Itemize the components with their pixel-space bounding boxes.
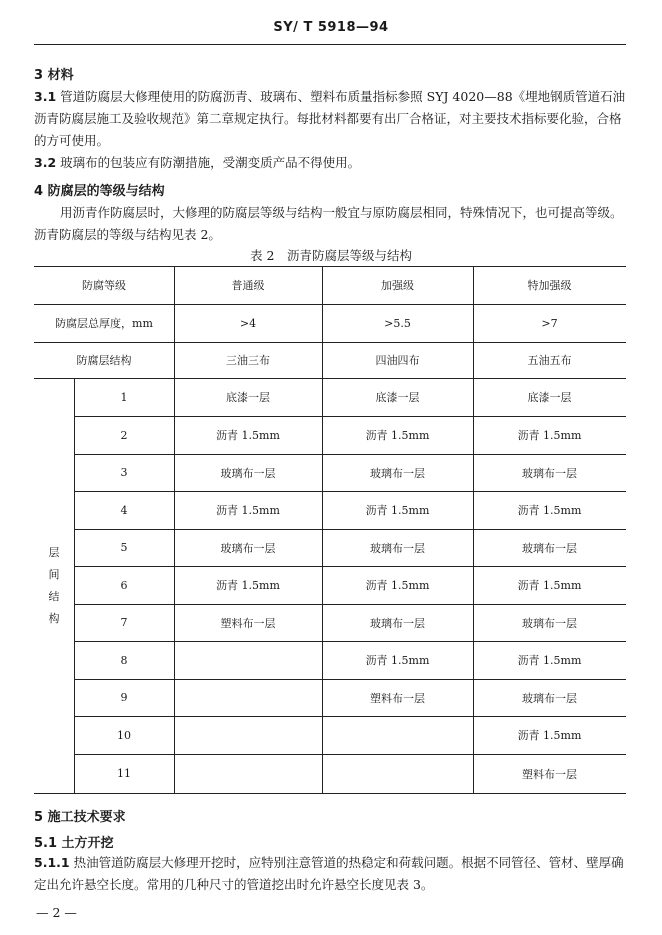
layer-extra-reinforced-cell: 沥青 1.5mm	[517, 579, 582, 592]
paragraph-3-2-number: 3.2	[34, 155, 57, 170]
layer-extra-reinforced-cell: 沥青 1.5mm	[517, 504, 582, 517]
side-label-char: 间	[48, 567, 60, 581]
layer-extra-reinforced-cell: 沥青 1.5mm	[517, 729, 582, 742]
layer-normal-cell	[174, 679, 322, 716]
grade-reinforced-cell: 加强级	[381, 279, 414, 292]
layer-normal-cell: 玻璃布一层	[220, 466, 276, 480]
paragraph-3-1	[34, 86, 626, 152]
layer-reinforced-cell: 玻璃布一层	[370, 541, 425, 555]
layer-reinforced-cell: 沥青 1.5mm	[365, 579, 430, 592]
grade-normal-cell: 普通级	[231, 279, 265, 292]
header-rule	[34, 44, 626, 45]
grade-header-cell: 防腐等级	[82, 279, 126, 292]
layer-number-cell: 2	[120, 428, 128, 442]
table-2-caption: 表 2 沥青防腐层等级与结构	[250, 248, 412, 263]
paragraph-3-1-number: 3.1	[34, 89, 57, 104]
paragraph-3-2-text: 玻璃布的包装应有防潮措施，受潮变质产品不得使用。	[60, 155, 361, 170]
thickness-extra-reinforced-cell: >7	[541, 316, 558, 330]
layer-normal-cell: 底漆一层	[226, 391, 270, 404]
standard-code-header: SY/ T 5918—94	[273, 20, 389, 35]
paragraph-3-1-text: 管道防腐层大修理使用的防腐沥青、玻璃布、塑料布质量指标参照 SYJ 4020—88《埋地钢质管道石油沥青防腐层施工及验收规范》第二章规定执行。每批材料都要有出厂合格证，对主要技术指标要化验，合格的方可使用。	[34, 89, 626, 148]
layer-reinforced-cell: 塑料布一层	[370, 691, 425, 705]
grade-extra-reinforced-cell: 特加强级	[527, 279, 572, 292]
layer-number-cell: 8	[120, 653, 128, 667]
layer-number-cell: 6	[120, 578, 128, 592]
layer-number-cell: 5	[120, 541, 128, 554]
layer-number-cell: 4	[120, 503, 128, 517]
structure-reinforced-cell: 四油四布	[375, 354, 420, 367]
layer-normal-cell: 沥青 1.5mm	[216, 429, 280, 442]
layer-extra-reinforced-cell: 底漆一层	[527, 391, 572, 404]
layer-extra-reinforced-cell: 玻璃布一层	[522, 616, 577, 630]
side-label-char: 构	[48, 611, 60, 625]
paragraph-5-1-1-text: 热油管道防腐层大修理开挖时，应特别注意管道的热稳定和荷载问题。根据不同管径、管材、壁厚确定出允许悬空长度。常用的几种尺寸的管道挖出时允许悬空长度见表 3。	[34, 855, 624, 892]
layer-reinforced-cell: 沥青 1.5mm	[365, 654, 430, 667]
layer-extra-reinforced-cell: 玻璃布一层	[522, 691, 577, 705]
section-4-title: 4 防腐层的等级与结构	[34, 184, 165, 199]
section-5-1-title: 5.1 土方开挖	[34, 836, 114, 851]
layer-normal-cell	[174, 754, 322, 793]
layer-number-cell: 11	[117, 767, 131, 780]
layer-reinforced-cell: 沥青 1.5mm	[365, 504, 430, 517]
thickness-normal-cell: >4	[239, 316, 257, 330]
thickness-reinforced-cell: >5.5	[384, 316, 411, 330]
layer-reinforced-cell: 玻璃布一层	[370, 616, 425, 630]
side-label-char: 层	[48, 545, 60, 559]
section-5-title: 5 施工技术要求	[34, 810, 126, 825]
paragraph-5-1-1	[34, 852, 626, 896]
layer-extra-reinforced-cell: 塑料布一层	[522, 767, 577, 781]
section-3-title: 3 材料	[34, 68, 74, 83]
layer-number-cell: 7	[120, 616, 128, 629]
page-number: — 2 —	[36, 905, 77, 920]
layer-number-cell: 10	[117, 728, 131, 742]
layer-number-cell: 9	[120, 691, 128, 704]
layer-normal-cell: 玻璃布一层	[220, 541, 276, 555]
table-2	[34, 266, 626, 794]
layer-reinforced-cell: 玻璃布一层	[370, 466, 425, 480]
layer-normal-cell: 塑料布一层	[220, 616, 276, 630]
layer-number-cell: 3	[120, 466, 128, 479]
structure-extra-reinforced-cell: 五油五布	[527, 354, 572, 367]
thickness-label-cell: 防腐层总厚度，mm	[55, 317, 153, 330]
layer-extra-reinforced-cell: 沥青 1.5mm	[517, 654, 582, 667]
paragraph-4: 用沥青作防腐层时，大修理的防腐层等级与结构一般宜与原防腐层相同，特殊情况下，也可提高等级。沥青防腐层的等级与结构见表 2。	[34, 205, 623, 242]
layer-reinforced-cell	[322, 754, 473, 793]
layer-normal-cell: 沥青 1.5mm	[216, 579, 280, 592]
layer-reinforced-cell: 底漆一层	[375, 391, 420, 404]
layer-extra-reinforced-cell: 玻璃布一层	[522, 466, 577, 480]
structure-label-cell: 防腐层结构	[76, 354, 132, 367]
layer-normal-cell	[174, 641, 322, 679]
layer-extra-reinforced-cell: 沥青 1.5mm	[517, 429, 582, 442]
paragraph-5-1-1-number: 5.1.1	[34, 855, 70, 870]
layer-reinforced-cell	[322, 716, 473, 754]
layer-normal-cell	[174, 716, 322, 754]
layer-structure-side-label	[34, 378, 74, 793]
structure-normal-cell: 三油三布	[226, 354, 270, 367]
layer-normal-cell: 沥青 1.5mm	[216, 504, 280, 517]
side-label-char: 结	[48, 589, 60, 603]
paragraph-3-2	[34, 152, 626, 174]
layer-reinforced-cell: 沥青 1.5mm	[365, 429, 430, 442]
table-rule	[34, 793, 626, 794]
layer-extra-reinforced-cell: 玻璃布一层	[522, 541, 577, 555]
layer-number-cell: 1	[120, 390, 128, 404]
